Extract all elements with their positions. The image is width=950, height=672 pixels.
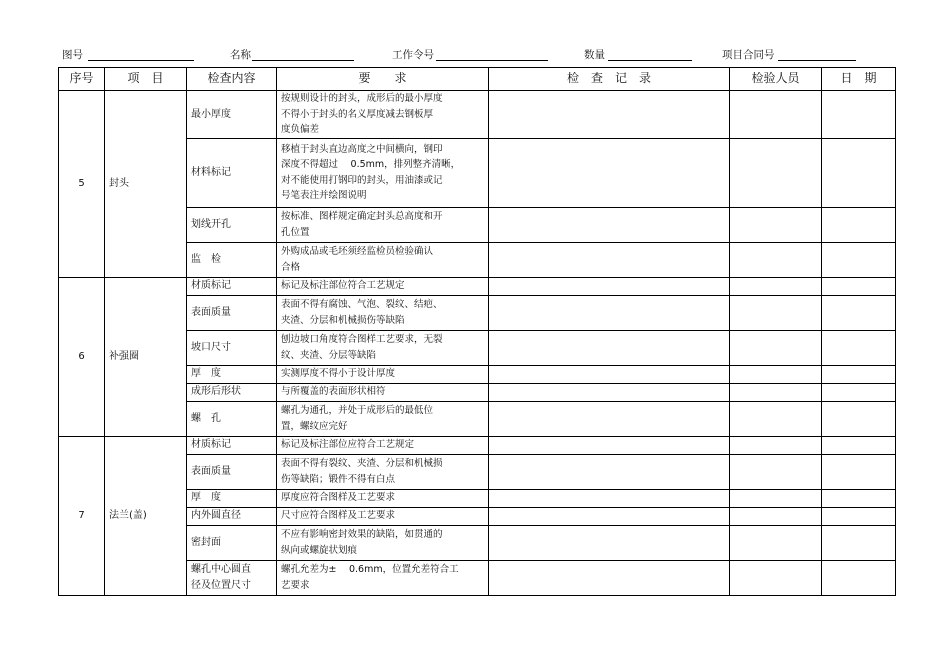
date-cell[interactable] [822, 507, 896, 525]
check-content: 监 检 [187, 242, 277, 277]
inspection-record-cell[interactable] [489, 207, 730, 242]
check-content: 螺 孔 [187, 401, 277, 436]
inspector-cell[interactable] [730, 277, 822, 295]
inspector-cell[interactable] [730, 365, 822, 383]
table-row [59, 436, 896, 454]
date-cell[interactable] [822, 383, 896, 401]
requirement: 标记及标注部位符合工艺规定 [277, 277, 489, 295]
inspection-record-cell[interactable] [489, 507, 730, 525]
date-cell[interactable] [822, 436, 896, 454]
check-content: 内外圆直径 [187, 507, 277, 525]
inspection-record-cell[interactable] [489, 91, 730, 139]
date-cell[interactable] [822, 207, 896, 242]
table-header-row [59, 68, 896, 91]
inspector-cell[interactable] [730, 507, 822, 525]
group-number: 5 [59, 91, 105, 278]
date-cell[interactable] [822, 91, 896, 139]
inspector-cell[interactable] [730, 401, 822, 436]
inspector-cell[interactable] [730, 207, 822, 242]
requirement: 表面不得有裂纹、夹渣、分层和机械损 伤等缺陷；锻件不得有白点 [277, 454, 489, 489]
check-content: 表面质量 [187, 295, 277, 330]
inspector-cell[interactable] [730, 489, 822, 507]
group-item: 封头 [105, 91, 187, 278]
inspection-record-cell[interactable] [489, 454, 730, 489]
check-content: 最小厚度 [187, 91, 277, 139]
col-header-requirement: 要 求 [277, 68, 489, 91]
inspection-record-cell[interactable] [489, 560, 730, 595]
inspection-record-cell[interactable] [489, 383, 730, 401]
inspection-table [58, 67, 896, 596]
requirement: 外购成品或毛坯须经监检员检验确认 合格 [277, 242, 489, 277]
inspector-cell[interactable] [730, 91, 822, 139]
date-cell[interactable] [822, 295, 896, 330]
inspection-record-cell[interactable] [489, 277, 730, 295]
inspection-record-cell[interactable] [489, 330, 730, 365]
requirement: 不应有影响密封效果的缺陷，如贯通的 纵向或螺旋状划痕 [277, 525, 489, 560]
requirement: 刨边坡口角度符合图样工艺要求，无裂 纹、夹渣、分层等缺陷 [277, 330, 489, 365]
name-label: 名称 [230, 49, 251, 61]
name-field[interactable] [252, 60, 354, 61]
requirement: 按标准、图样规定确定封头总高度和开 孔位置 [277, 207, 489, 242]
date-cell[interactable] [822, 138, 896, 207]
work-order-field[interactable] [436, 60, 548, 61]
contract-no-field[interactable] [778, 60, 856, 61]
inspector-cell[interactable] [730, 295, 822, 330]
check-content: 材料标记 [187, 138, 277, 207]
requirement: 移植于封头直边高度之中间横向，钢印 深度不得超过 0.5mm，排列整齐清晰， 对不能使用打钢印的封头，用油漆或记 号笔表注并绘图说明 [277, 138, 489, 207]
date-cell[interactable] [822, 277, 896, 295]
requirement: 表面不得有腐蚀、气泡、裂纹、结疤、 夹渣、分层和机械损伤等缺陷 [277, 295, 489, 330]
requirement: 标记及标注部位应符合工艺规定 [277, 436, 489, 454]
check-content: 材质标记 [187, 277, 277, 295]
col-header-inspector: 检验人员 [730, 68, 822, 91]
inspection-record-cell[interactable] [489, 242, 730, 277]
inspection-record-cell[interactable] [489, 365, 730, 383]
quantity-label: 数量 [584, 49, 605, 61]
inspector-cell[interactable] [730, 436, 822, 454]
col-header-item: 项 目 [105, 68, 187, 91]
group-item: 补强圈 [105, 277, 187, 436]
inspection-record-cell[interactable] [489, 436, 730, 454]
inspection-record-cell[interactable] [489, 295, 730, 330]
requirement: 厚度应符合图样及工艺要求 [277, 489, 489, 507]
inspector-cell[interactable] [730, 454, 822, 489]
check-content: 厚 度 [187, 365, 277, 383]
col-header-content: 检查内容 [187, 68, 277, 91]
requirement: 与所覆盖的表面形状相符 [277, 383, 489, 401]
table-row [59, 91, 896, 139]
date-cell[interactable] [822, 560, 896, 595]
date-cell[interactable] [822, 489, 896, 507]
table-row [59, 277, 896, 295]
inspector-cell[interactable] [730, 383, 822, 401]
check-content: 表面质量 [187, 454, 277, 489]
group-number: 6 [59, 277, 105, 436]
date-cell[interactable] [822, 525, 896, 560]
requirement: 螺孔允差为± 0.6mm，位置允差符合工 艺要求 [277, 560, 489, 595]
requirement: 螺孔为通孔，并处于成形后的最低位 置，螺纹应完好 [277, 401, 489, 436]
col-header-no: 序号 [59, 68, 105, 91]
date-cell[interactable] [822, 401, 896, 436]
check-content: 螺孔中心圆直 径及位置尺寸 [187, 560, 277, 595]
inspector-cell[interactable] [730, 242, 822, 277]
work-order-label: 工作令号 [392, 49, 434, 61]
check-content: 坡口尺寸 [187, 330, 277, 365]
inspector-cell[interactable] [730, 138, 822, 207]
requirement: 尺寸应符合图样及工艺要求 [277, 507, 489, 525]
date-cell[interactable] [822, 330, 896, 365]
group-number: 7 [59, 436, 105, 595]
inspection-record-cell[interactable] [489, 525, 730, 560]
inspection-record-cell[interactable] [489, 489, 730, 507]
inspector-cell[interactable] [730, 525, 822, 560]
contract-no-label: 项目合同号 [722, 49, 775, 61]
check-content: 材质标记 [187, 436, 277, 454]
col-header-date: 日 期 [822, 68, 896, 91]
requirement: 实测厚度不得小于设计厚度 [277, 365, 489, 383]
date-cell[interactable] [822, 365, 896, 383]
date-cell[interactable] [822, 242, 896, 277]
group-item: 法兰(盖) [105, 436, 187, 595]
col-header-record: 检 查 记 录 [489, 68, 730, 91]
check-content: 密封面 [187, 525, 277, 560]
inspection-record-cell[interactable] [489, 138, 730, 207]
drawing-no-label: 图号 [62, 49, 83, 61]
check-content: 成形后形状 [187, 383, 277, 401]
requirement: 按规则设计的封头，成形后的最小厚度 不得小于封头的名义厚度减去钢板厚 度负偏差 [277, 91, 489, 139]
form-header [62, 47, 892, 63]
quantity-field[interactable] [608, 60, 692, 61]
inspection-record-cell[interactable] [489, 401, 730, 436]
date-cell[interactable] [822, 454, 896, 489]
check-content: 划线开孔 [187, 207, 277, 242]
drawing-no-field[interactable] [88, 60, 194, 61]
inspector-cell[interactable] [730, 330, 822, 365]
inspector-cell[interactable] [730, 560, 822, 595]
check-content: 厚 度 [187, 489, 277, 507]
